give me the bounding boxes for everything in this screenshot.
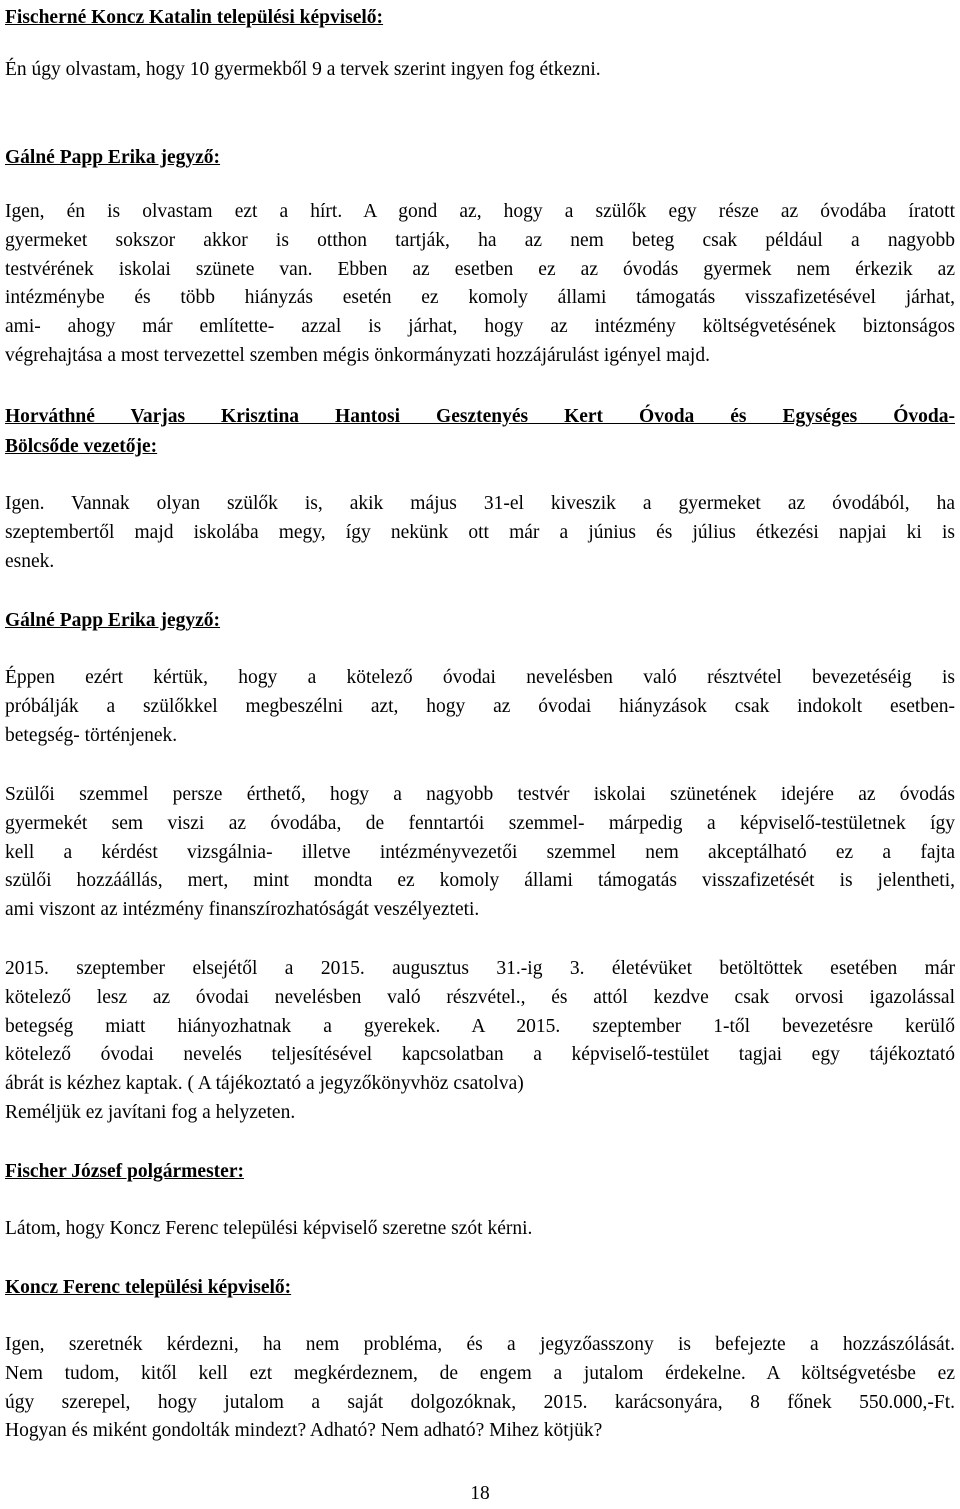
text-line: betegség miatt hiányozhatnak a gyerekek. A 2015. szeptember 1-től bevezetésre kerülő [5,1015,955,1037]
text-line: Szülői szemmel persze érthető, hogy a nagyobb testvér iskolai szünetének idejére az óvodás [5,784,955,805]
heading-line: Bölcsőde vezetője: [5,436,158,457]
text-line: kell a kérdést vizsgálnia- illetve intézményvezetői szemmel nem akceptálható ez a fajta [5,841,955,863]
paragraph: Én úgy olvastam, hogy 10 gyermekből 9 a tervek szerint ingyen fog étkezni. [5,59,601,80]
paragraph [5,664,955,750]
paragraph [5,1331,955,1446]
speaker-heading: Fischer József polgármester: [5,1161,244,1182]
text-line: Nem tudom, kitől kell ezt megkérdeznem, de engem a jutalom érdekelne. A költségvetésbe ez [5,1362,955,1384]
speaker-heading: Gálné Papp Erika jegyző: [5,610,221,631]
speaker-heading: Gálné Papp Erika jegyző: [5,147,221,168]
text-line: 2015. szeptember elsejétől a 2015. augusztus 31.-ig 3. életévüket betöltöttek esetében már [5,958,955,979]
page-number: 18 [470,1483,490,1504]
text-line: kötelező óvodai nevelés teljesítésével kapcsolatban a képviselő-testület tagjai egy tájékoztató [5,1044,955,1066]
text-line: Reméljük ez javítani fog a helyzeten. [5,1101,296,1123]
text-line: úgy szerepel, hogy jutalom a saját dolgozóknak, 2015. karácsonyára, 8 főnek 550.000,-Ft. [5,1391,955,1413]
speaker-heading [5,402,955,462]
text-line: kötelező lesz az óvodai nevelésben való részvétel., és attól kezdve csak orvosi igazolással [5,986,955,1008]
paragraph: Látom, hogy Koncz Ferenc települési képviselő szeretne szót kérni. [5,1218,533,1239]
document-page [5,0,955,1509]
paragraph [5,781,955,925]
speaker-heading: Fischerné Koncz Katalin települési képviselő: [5,7,384,28]
text-line: gyermeket sokszor akkor is otthon tartják, ha az nem beteg csak például a nagyobb [5,229,955,251]
text-line: ami viszont az intézmény finanszírozhatóságát veszélyezteti. [5,899,480,921]
text-line: intézménybe és több hiányzás esetén ez komoly állami támogatás visszafizetésével járhat, [5,287,955,309]
text-line: Igen. Vannak olyan szülők is, akik május 31-el kiveszik a gyermeket az óvodából, ha [5,493,955,514]
paragraph [5,490,955,576]
paragraph [5,955,955,1128]
paragraph [5,198,955,371]
speaker-heading: Koncz Ferenc települési képviselő: [5,1277,292,1298]
text-line: esnek. [5,550,55,572]
text-line: betegség- történjenek. [5,724,178,746]
text-line: szeptembertől majd iskolába megy, így nekünk ott már a június és július étkezési napjai ki is [5,521,955,543]
text-line: szülői hozzáállás, mert, mint mondta ez komoly állami támogatás visszafizetését is jelentheti, [5,870,955,892]
text-line: gyermekét sem viszi az óvodába, de fenntartói szemmel- márpedig a képviselő-testületnek így [5,812,955,834]
text-line: próbálják a szülőkkel megbeszélni azt, hogy az óvodai hiányzások csak indokolt esetben- [5,695,955,717]
text-line: Éppen ezért kértük, hogy a kötelező óvodai nevelésben való résztvétel bevezetéséig is [5,667,955,688]
text-line: testvérének iskolai szünete van. Ebben az esetben ez az óvodás gyermek nem érkezik az [5,258,955,280]
text-line: ami- ahogy már említette- azzal is járhat, hogy az intézmény költségvetésének biztonságos [5,316,955,338]
text-line: Igen, szeretnék kérdezni, ha nem probléma, és a jegyzőasszony is befejezte a hozzászólását. [5,1334,955,1355]
text-line: végrehajtása a most tervezettel szemben mégis önkormányzati hozzájárulást igényel majd. [5,344,710,366]
heading-line: Horváthné Varjas Krisztina Hantosi Gesztenyés Kert Óvoda és Egységes Óvoda- [5,406,955,427]
text-line: ábrát is kézhez kaptak. ( A tájékoztató a jegyzőkönyvhöz csatolva) [5,1073,524,1095]
text-line: Hogyan és miként gondolták mindezt? Adható? Nem adható? Mihez kötjük? [5,1420,603,1442]
text-line: Igen, én is olvastam ezt a hírt. A gond az, hogy a szülők egy része az óvodába íratott [5,201,955,222]
